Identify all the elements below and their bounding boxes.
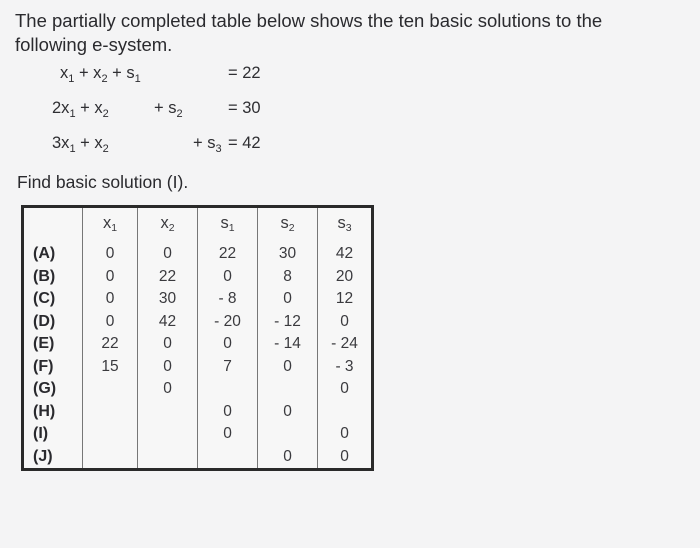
header-x2: $x_2$ [138,207,198,244]
table-cell: - 14 [258,333,318,356]
table-cell: 22 [198,243,258,266]
table-cell: 0 [198,333,258,356]
row-label: (A) [23,243,83,266]
row-label: (D) [23,311,83,334]
table-cell [138,423,198,446]
table-cell [198,378,258,401]
table-cell [138,401,198,424]
table-cell: 0 [138,333,198,356]
table-cell: 0 [198,266,258,289]
table-cell: 7 [198,356,258,379]
table-cell: 42 [318,243,373,266]
table-cell: 0 [318,378,373,401]
row-label: (H) [23,401,83,424]
row-label: (I) [23,423,83,446]
table-cell [198,446,258,470]
table-cell [318,401,373,424]
table-cell: 12 [318,288,373,311]
table-row [23,243,373,266]
table-row [23,378,373,401]
header-s3: $s_3$ [318,207,373,244]
table-cell [83,446,138,470]
table-cell: 0 [83,311,138,334]
table-cell: - 3 [318,356,373,379]
table-cell [258,423,318,446]
table-cell [138,446,198,470]
table-cell: - 24 [318,333,373,356]
table-cell: 30 [258,243,318,266]
table-cell: 0 [258,356,318,379]
table-cell: 0 [138,356,198,379]
table-cell: 0 [258,446,318,470]
table-cell: 0 [83,266,138,289]
table-row [23,288,373,311]
table-row [23,446,373,470]
table-cell [83,423,138,446]
table-cell [83,401,138,424]
table-cell: 0 [83,288,138,311]
table-cell: 42 [138,311,198,334]
table-cell: 0 [198,423,258,446]
equation-1-rhs: = 22 [228,64,261,82]
equation-2-lhs: $2x_1 + x_2$ [52,99,109,120]
table-cell: 0 [318,446,373,470]
table-row [23,423,373,446]
table-cell: 0 [258,288,318,311]
equation-3-slack: + $s_3$ [193,134,222,155]
equation-1-lhs: $x_1 + x_2 + s_1$ [60,64,141,85]
equation-3-lhs: $3x_1 + x_2$ [52,134,109,155]
table-cell: - 20 [198,311,258,334]
problem-intro: The partially completed table below shows the ten basic solutions to the following e-system. [15,10,603,55]
table-cell [83,378,138,401]
equation-2-rhs: = 30 [228,99,261,117]
row-label: (J) [23,446,83,470]
table-row [23,311,373,334]
table-cell: 22 [138,266,198,289]
equation-2-slack: + $s_2$ [154,99,183,120]
header-blank [23,207,83,244]
table-row [23,333,373,356]
table-cell: 0 [138,378,198,401]
table-cell: 0 [318,423,373,446]
row-label: (F) [23,356,83,379]
row-label: (C) [23,288,83,311]
table-row [23,356,373,379]
table-header-row [23,207,373,244]
table-cell: 0 [83,243,138,266]
header-s1: $s_1$ [198,207,258,244]
row-label: (B) [23,266,83,289]
table-cell: 0 [138,243,198,266]
header-x1: $x_1$ [83,207,138,244]
table-cell: 8 [258,266,318,289]
table-cell: 22 [83,333,138,356]
table-row [23,401,373,424]
table-cell: - 8 [198,288,258,311]
table-cell: 20 [318,266,373,289]
table-cell: 0 [258,401,318,424]
table-cell: 30 [138,288,198,311]
table-cell: - 12 [258,311,318,334]
header-s2: $s_2$ [258,207,318,244]
row-label: (E) [23,333,83,356]
table-row [23,266,373,289]
equation-3-rhs: = 42 [228,134,261,152]
table-cell [258,378,318,401]
basic-solutions-table [21,205,374,471]
row-label: (G) [23,378,83,401]
table-cell: 0 [318,311,373,334]
table-cell: 0 [198,401,258,424]
find-instruction: Find basic solution (I). [17,172,189,192]
table-cell: 15 [83,356,138,379]
